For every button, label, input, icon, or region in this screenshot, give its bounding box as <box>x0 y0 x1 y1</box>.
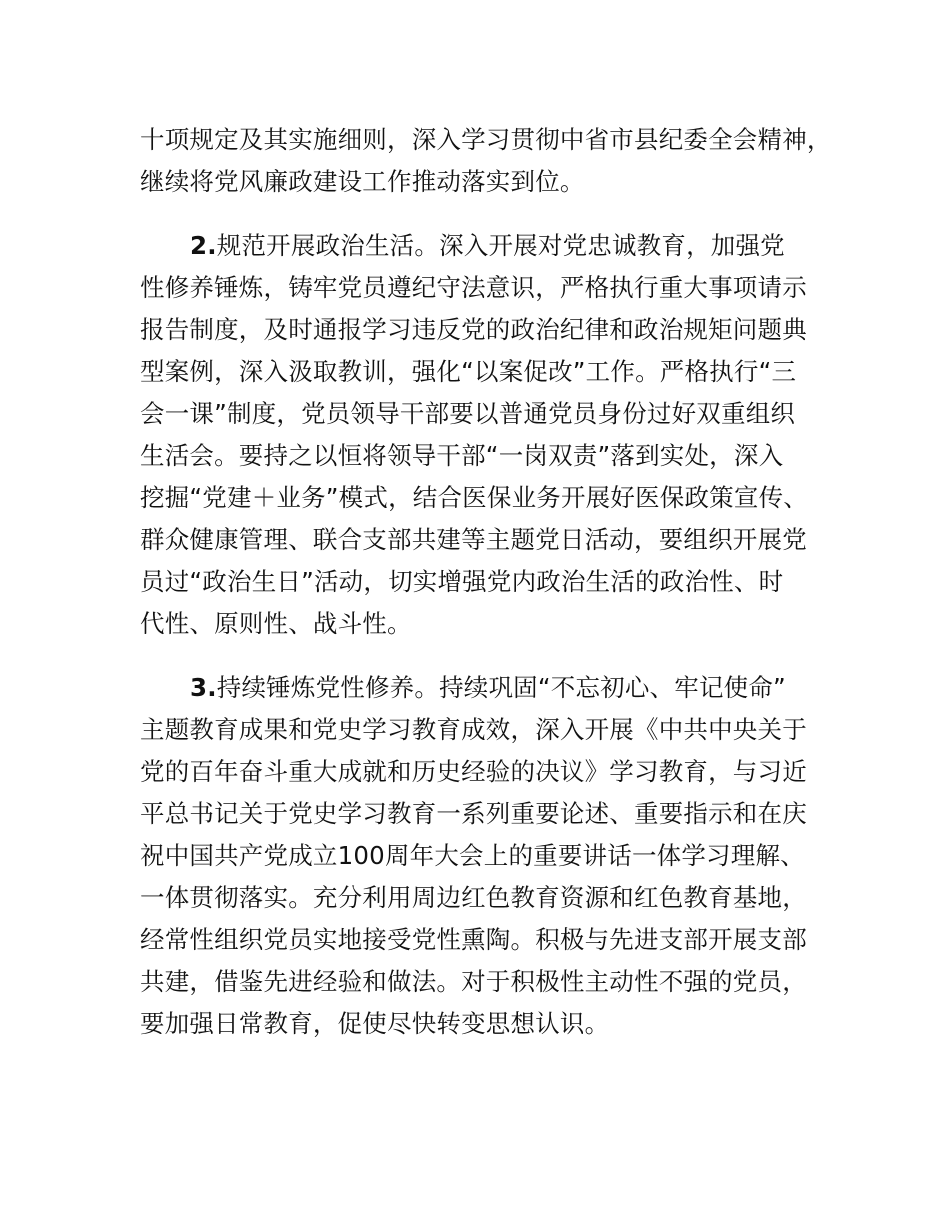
paragraph-2-line-6: 生活会。要持之以恒将领导干部“一岗双责”落到实处，深入 <box>140 441 784 470</box>
paragraph-3-line-8: 共建，借鉴先进经验和做法。对于积极性主动性不强的党员， <box>140 967 807 996</box>
paragraph-2-line-7: 挖掘“党建＋业务”模式，结合医保业务开展好医保政策宣传、 <box>140 483 808 512</box>
paragraph-2-line-5: 会一课”制度，党员领导干部要以普通党员身份过好双重组织 <box>140 399 796 428</box>
paragraph-3-first-line <box>190 672 786 704</box>
paragraph-2-line-9: 员过“政治生日”活动，切实增强党内政治生活的政治性、时 <box>140 567 784 596</box>
paragraph-3-line-4: 平总书记关于党史学习教育一系列重要论述、重要指示和在庆 <box>140 799 807 828</box>
paragraph-2-line-3: 报告制度，及时通报学习违反党的政治纪律和政治规矩问题典 <box>140 315 807 344</box>
paragraph-2-heading-text: 规范开展政治生活。深入开展对党忠诚教育，加强党 <box>216 231 785 260</box>
paragraph-3-line-2: 主题教育成果和党史学习教育成效，深入开展《中共中央关于 <box>140 715 807 744</box>
paragraph-2-line-8: 群众健康管理、联合支部共建等主题党日活动，要组织开展党 <box>140 525 807 554</box>
paragraph-1-line-2: 继续将党风廉政建设工作推动落实到位。 <box>140 167 585 196</box>
paragraph-3-line-5: 祝中国共产党成立100周年大会上的重要讲话一体学习理解、 <box>140 841 805 870</box>
paragraph-2-first-line <box>190 230 785 262</box>
paragraph-2-line-2: 性修养锤炼，铸牢党员遵纪守法意识，严格执行重大事项请示 <box>140 273 807 302</box>
paragraph-2-line-10: 代性、原则性、战斗性。 <box>140 609 412 638</box>
paragraph-3-line-3: 党的百年奋斗重大成就和历史经验的决议》学习教育，与习近 <box>140 757 807 786</box>
paragraph-3-heading-text: 持续锤炼党性修养。持续巩固“不忘初心、牢记使命” <box>216 673 786 702</box>
paragraph-3-line-6: 一体贯彻落实。充分利用周边红色教育资源和红色教育基地， <box>140 883 807 912</box>
paragraph-2-number: 2. <box>190 231 217 260</box>
paragraph-3-line-7: 经常性组织党员实地接受党性熏陶。积极与先进支部开展支部 <box>140 925 807 954</box>
paragraph-1-line-1: 十项规定及其实施细则，深入学习贯彻中省市县纪委全会精神， <box>140 125 832 154</box>
paragraph-2-line-4: 型案例，深入汲取教训，强化“以案促改”工作。严格执行“三 <box>140 357 797 386</box>
paragraph-3-line-9: 要加强日常教育，促使尽快转变思想认识。 <box>140 1009 610 1038</box>
paragraph-3-number: 3. <box>190 673 217 702</box>
